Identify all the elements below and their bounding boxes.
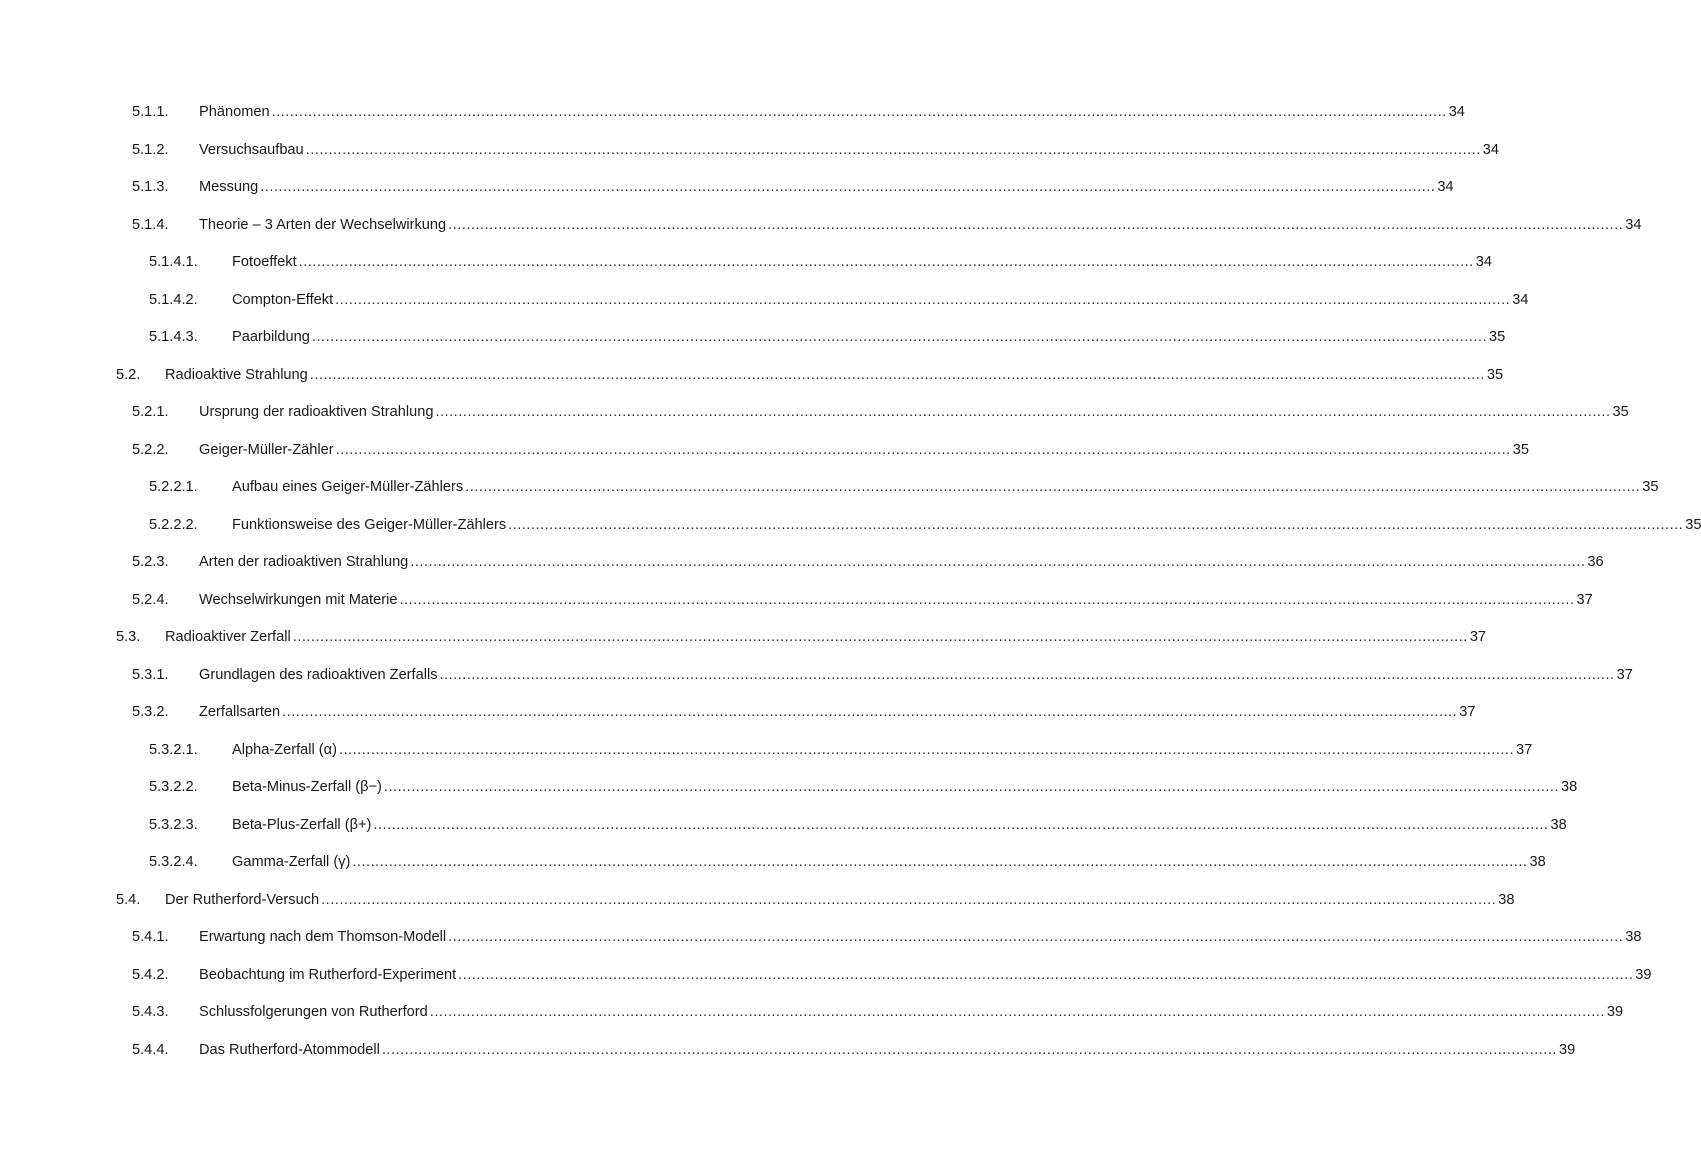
toc-entry-title: Wechselwirkungen mit Materie xyxy=(199,591,398,608)
toc-entry-number: 5.1.3. xyxy=(132,179,169,196)
toc-entry-title: Schlussfolgerungen von Rutherford xyxy=(199,1004,428,1021)
toc-entry-page: 38 xyxy=(1550,816,1567,833)
dot-leader: .................................................................................................................................................................................................................................................................. xyxy=(321,891,1497,908)
toc-entry[interactable] xyxy=(0,357,1504,395)
dot-leader: .................................................................................................................................................................................................................................................................. xyxy=(271,104,1447,121)
toc-entry-page: 34 xyxy=(1625,216,1642,233)
toc-entry-number: 5.1.4.3. xyxy=(149,329,198,346)
toc-entry-page: 34 xyxy=(1475,254,1492,271)
toc-entry[interactable] xyxy=(0,657,1633,695)
toc-entry-page: 34 xyxy=(1448,104,1465,121)
toc-entry-page: 39 xyxy=(1606,1004,1624,1021)
toc-entry-number: 5.2.4. xyxy=(132,591,169,608)
toc-entry-title: Das Rutherford-Atommodell xyxy=(199,1041,380,1058)
toc-entry[interactable] xyxy=(0,882,1515,920)
dot-leader: .................................................................................................................................................................................................................................................................. xyxy=(298,254,1474,271)
toc-entry[interactable] xyxy=(0,207,1642,245)
toc-entry[interactable] xyxy=(0,732,1533,770)
toc-entry-page: 38 xyxy=(1561,779,1578,796)
table-of-contents xyxy=(0,94,1701,1069)
toc-entry[interactable] xyxy=(0,807,1567,845)
dot-leader: .................................................................................................................................................................................................................................................................. xyxy=(381,1041,1557,1058)
dot-leader: .................................................................................................................................................................................................................................................................. xyxy=(465,479,1641,496)
toc-entry[interactable] xyxy=(0,169,1454,207)
toc-entry-page: 35 xyxy=(1685,516,1701,533)
toc-entry-title: Paarbildung xyxy=(232,329,310,346)
toc-entry-page: 34 xyxy=(1512,291,1529,308)
toc-entry-number: 5.3.2.1. xyxy=(149,741,198,758)
dot-leader: .................................................................................................................................................................................................................................................................. xyxy=(508,516,1684,533)
toc-entry-title: Alpha-Zerfall (α) xyxy=(232,741,337,758)
toc-entry-title: Fotoeffekt xyxy=(232,254,297,271)
toc-entry[interactable] xyxy=(0,544,1604,582)
toc-entry-page: 37 xyxy=(1576,591,1593,608)
toc-entry-page: 35 xyxy=(1486,366,1504,383)
toc-entry-number: 5.3.2.2. xyxy=(149,779,198,796)
toc-entry-title: Gamma-Zerfall (γ) xyxy=(232,854,351,871)
toc-entry[interactable] xyxy=(0,582,1593,620)
dot-leader: .................................................................................................................................................................................................................................................................. xyxy=(260,179,1436,196)
toc-entry-page: 38 xyxy=(1498,891,1515,908)
dot-leader: .................................................................................................................................................................................................................................................................. xyxy=(373,816,1549,833)
dot-leader: .................................................................................................................................................................................................................................................................. xyxy=(305,141,1481,158)
dot-leader: .................................................................................................................................................................................................................................................................. xyxy=(439,666,1615,683)
toc-entry-page: 37 xyxy=(1459,704,1476,721)
toc-entry-page: 36 xyxy=(1587,554,1604,571)
toc-entry[interactable] xyxy=(0,469,1659,507)
toc-entry-number: 5.3.2.3. xyxy=(149,816,198,833)
toc-entry-number: 5.1.4.2. xyxy=(149,291,198,308)
toc-entry[interactable] xyxy=(0,507,1701,545)
toc-entry-page: 35 xyxy=(1612,404,1629,421)
toc-entry-title: Zerfallsarten xyxy=(199,704,281,721)
toc-entry-number: 5.4.4. xyxy=(132,1041,169,1058)
toc-entry[interactable] xyxy=(0,844,1546,882)
toc-entry[interactable] xyxy=(0,994,1624,1032)
dot-leader: .................................................................................................................................................................................................................................................................. xyxy=(292,629,1468,646)
dot-leader: .................................................................................................................................................................................................................................................................. xyxy=(399,591,1575,608)
toc-entry-number: 5.2.2. xyxy=(132,441,169,458)
dot-leader: .................................................................................................................................................................................................................................................................. xyxy=(383,779,1560,796)
toc-entry[interactable] xyxy=(0,94,1465,132)
dot-leader: .................................................................................................................................................................................................................................................................. xyxy=(448,929,1624,946)
toc-entry-title: Aufbau eines Geiger-Müller-Zählers xyxy=(232,479,464,496)
toc-entry-page: 37 xyxy=(1616,666,1633,683)
dot-leader: .................................................................................................................................................................................................................................................................. xyxy=(282,704,1458,721)
dot-leader: .................................................................................................................................................................................................................................................................. xyxy=(458,966,1634,983)
toc-entry-page: 38 xyxy=(1625,929,1642,946)
toc-entry-number: 5.3.2.4. xyxy=(149,854,198,871)
toc-entry[interactable] xyxy=(0,394,1629,432)
toc-entry[interactable] xyxy=(0,957,1652,995)
toc-entry[interactable] xyxy=(0,282,1529,320)
toc-entry-title: Geiger-Müller-Zähler xyxy=(199,441,334,458)
toc-entry-page: 39 xyxy=(1558,1041,1576,1058)
toc-entry-title: Radioaktive Strahlung xyxy=(165,366,308,383)
toc-entry-title: Arten der radioaktiven Strahlung xyxy=(199,554,409,571)
dot-leader: .................................................................................................................................................................................................................................................................. xyxy=(448,216,1624,233)
toc-entry-number: 5.1.1. xyxy=(132,104,169,121)
toc-entry[interactable] xyxy=(0,1032,1576,1070)
toc-entry-number: 5.4.1. xyxy=(132,929,169,946)
dot-leader: .................................................................................................................................................................................................................................................................. xyxy=(311,329,1487,346)
toc-entry-title: Phänomen xyxy=(199,104,270,121)
toc-entry-number: 5.4.3. xyxy=(132,1004,169,1021)
toc-entry-title: Radioaktiver Zerfall xyxy=(165,629,291,646)
toc-entry-number: 5.2.3. xyxy=(132,554,169,571)
toc-entry-number: 5.1.4. xyxy=(132,216,169,233)
dot-leader: .................................................................................................................................................................................................................................................................. xyxy=(309,366,1485,383)
toc-entry[interactable] xyxy=(0,919,1642,957)
toc-entry-number: 5.2.2.1. xyxy=(149,479,198,496)
toc-entry-page: 34 xyxy=(1437,179,1454,196)
dot-leader: .................................................................................................................................................................................................................................................................. xyxy=(410,554,1586,571)
toc-entry-title: Messung xyxy=(199,179,259,196)
toc-entry-page: 34 xyxy=(1482,141,1499,158)
toc-entry-number: 5.4. xyxy=(116,891,141,908)
toc-entry-number: 5.2.1. xyxy=(132,404,169,421)
toc-entry-title: Beta-Plus-Zerfall (β+) xyxy=(232,816,372,833)
toc-entry-number: 5.1.2. xyxy=(132,141,169,158)
toc-entry-number: 5.3.2. xyxy=(132,704,169,721)
toc-entry-number: 5.3. xyxy=(116,629,141,646)
toc-entry[interactable] xyxy=(0,619,1487,657)
toc-entry-title: Grundlagen des radioaktiven Zerfalls xyxy=(199,666,438,683)
toc-entry-title: Compton-Effekt xyxy=(232,291,334,308)
toc-entry-page: 35 xyxy=(1642,479,1659,496)
toc-entry[interactable] xyxy=(0,132,1499,170)
dot-leader: .................................................................................................................................................................................................................................................................. xyxy=(435,404,1611,421)
toc-entry-page: 37 xyxy=(1469,629,1487,646)
toc-entry-title: Der Rutherford-Versuch xyxy=(165,891,320,908)
toc-entry-page: 39 xyxy=(1635,966,1652,983)
toc-entry[interactable] xyxy=(0,244,1492,282)
toc-entry[interactable] xyxy=(0,694,1476,732)
toc-entry-title: Erwartung nach dem Thomson-Modell xyxy=(199,929,447,946)
toc-entry-title: Beta-Minus-Zerfall (β−) xyxy=(232,779,382,796)
toc-entry-title: Ursprung der radioaktiven Strahlung xyxy=(199,404,434,421)
toc-entry-number: 5.3.1. xyxy=(132,666,169,683)
toc-entry-page: 35 xyxy=(1489,329,1506,346)
toc-entry-title: Beobachtung im Rutherford-Experiment xyxy=(199,966,457,983)
toc-entry[interactable] xyxy=(0,319,1506,357)
toc-entry-page: 35 xyxy=(1512,441,1529,458)
dot-leader: .................................................................................................................................................................................................................................................................. xyxy=(352,854,1528,871)
dot-leader: .................................................................................................................................................................................................................................................................. xyxy=(335,441,1511,458)
dot-leader: .................................................................................................................................................................................................................................................................. xyxy=(335,291,1511,308)
toc-entry-title: Funktionsweise des Geiger-Müller-Zählers xyxy=(232,516,507,533)
toc-entry-page: 38 xyxy=(1529,854,1546,871)
toc-entry-number: 5.2. xyxy=(116,366,141,383)
toc-entry-number: 5.1.4.1. xyxy=(149,254,198,271)
dot-leader: .................................................................................................................................................................................................................................................................. xyxy=(429,1004,1605,1021)
toc-entry-title: Theorie – 3 Arten der Wechselwirkung xyxy=(199,216,447,233)
toc-entry-title: Versuchsaufbau xyxy=(199,141,304,158)
toc-entry-page: 37 xyxy=(1516,741,1533,758)
toc-entry[interactable] xyxy=(0,432,1529,470)
toc-entry-number: 5.4.2. xyxy=(132,966,169,983)
dot-leader: .................................................................................................................................................................................................................................................................. xyxy=(338,741,1515,758)
toc-entry[interactable] xyxy=(0,769,1578,807)
toc-entry-number: 5.2.2.2. xyxy=(149,516,198,533)
